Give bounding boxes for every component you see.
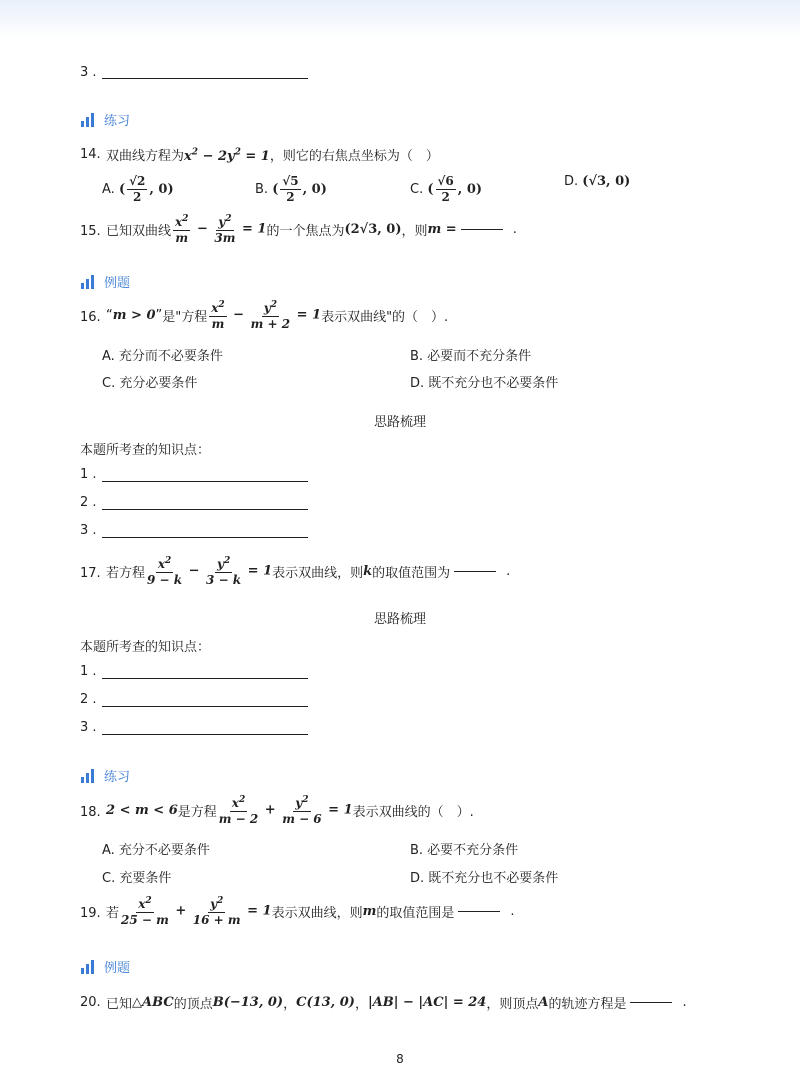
question-text: ” bbox=[155, 307, 163, 323]
question-text: . bbox=[506, 563, 511, 579]
answer-line-label: 2 . bbox=[80, 495, 97, 510]
formula: (√3, 0) bbox=[582, 174, 631, 189]
question-text: 表示双曲线，则 bbox=[272, 565, 364, 581]
formula: ( $\frac{√2}{2}$ , 0) bbox=[118, 174, 174, 204]
answer-blank[interactable] bbox=[458, 911, 500, 912]
section-header-practice bbox=[80, 110, 130, 129]
knowledge-label: 本题所考查的知识点： bbox=[80, 443, 211, 458]
question-14-text bbox=[106, 145, 439, 164]
bar-chart-icon bbox=[80, 275, 96, 289]
answer-line-label: 1 . bbox=[80, 664, 97, 679]
formula: C(13, 0) bbox=[296, 995, 355, 1010]
formula: $x^2 - 2y^2 = 1$ bbox=[184, 147, 270, 164]
formula: m bbox=[362, 903, 377, 919]
answer-line-label: 1 . bbox=[80, 467, 97, 482]
question-text: 的取值范围是 bbox=[376, 905, 455, 921]
question-16-text bbox=[106, 298, 448, 332]
answer-blank[interactable] bbox=[630, 1002, 672, 1003]
thinking-title: 思路梳理 bbox=[373, 415, 426, 430]
answer-blank[interactable] bbox=[102, 509, 308, 510]
section-title: 例题 bbox=[104, 276, 131, 291]
option-a[interactable]: A. 充分而不必要条件 bbox=[102, 349, 223, 364]
formula: A bbox=[538, 995, 549, 1010]
option-c[interactable] bbox=[410, 174, 482, 205]
option-b[interactable]: B. 必要不充分条件 bbox=[410, 843, 519, 858]
formula: B(−13, 0) bbox=[212, 995, 284, 1010]
option-a[interactable] bbox=[102, 174, 174, 205]
answer-line-label: 3 . bbox=[80, 720, 97, 735]
section-header-practice bbox=[80, 766, 130, 785]
formula: |AB| − |AC| = 24 bbox=[367, 995, 487, 1010]
question-number: 19. bbox=[80, 906, 101, 921]
option-b[interactable] bbox=[255, 174, 327, 205]
option-label: B. bbox=[255, 182, 269, 197]
question-text: 的轨迹方程是 bbox=[548, 997, 627, 1012]
question-text: 是方程 bbox=[177, 804, 217, 820]
option-d[interactable]: D. 既不充分也不必要条件 bbox=[410, 871, 559, 886]
answer-blank[interactable] bbox=[454, 571, 496, 572]
option-d[interactable] bbox=[564, 174, 630, 189]
answer-blank[interactable] bbox=[102, 78, 308, 79]
option-c[interactable]: C. 充要条件 bbox=[102, 871, 172, 886]
formula: ( $\frac{√6}{2}$ , 0) bbox=[427, 174, 483, 204]
question-20-text bbox=[106, 993, 687, 1012]
question-text: ， bbox=[354, 997, 368, 1012]
question-text: 的顶点 bbox=[173, 997, 213, 1012]
question-text: 已知双曲线 bbox=[106, 223, 172, 239]
formula: △ABC bbox=[132, 995, 174, 1010]
question-number: 14. bbox=[80, 147, 101, 162]
answer-line-label: 2 . bbox=[80, 692, 97, 707]
question-19-text bbox=[106, 894, 515, 928]
question-18-text bbox=[106, 793, 474, 827]
formula: $\frac{x^2}{25 - m}$ + $\frac{y^2}{16 + m}$ = 1 bbox=[121, 896, 272, 927]
formula: $\frac{x^2}{9 - k}$ − $\frac{y^2}{3 - k}$ = 1 bbox=[147, 556, 273, 587]
section-title: 练习 bbox=[104, 770, 131, 785]
option-a[interactable]: A. 充分不必要条件 bbox=[102, 843, 210, 858]
question-text: 已知 bbox=[106, 997, 133, 1012]
question-text: ， bbox=[283, 997, 297, 1012]
answer-blank[interactable] bbox=[461, 229, 503, 230]
question-text: . bbox=[512, 221, 517, 237]
question-text: ，则它的右焦点坐标为（ ） bbox=[269, 149, 439, 164]
question-text: ，则 bbox=[401, 223, 428, 239]
option-label: A. bbox=[102, 182, 115, 197]
question-number: 20. bbox=[80, 995, 101, 1010]
page-number: 8 bbox=[396, 1052, 404, 1066]
answer-line-label: 3 . bbox=[80, 65, 97, 80]
question-text: 表示双曲线，则 bbox=[271, 905, 363, 921]
formula: $\frac{x^2}{m}$ − $\frac{y^2}{m + 2}$ = 1 bbox=[211, 300, 322, 331]
section-title: 练习 bbox=[104, 114, 131, 129]
question-number: 15. bbox=[80, 224, 101, 239]
question-text: ，则顶点 bbox=[486, 997, 539, 1012]
question-text: 的取值范围为 bbox=[372, 565, 451, 581]
formula: k bbox=[363, 563, 373, 579]
option-label: D. bbox=[564, 174, 579, 189]
question-text: . bbox=[682, 995, 687, 1010]
bar-chart-icon bbox=[80, 769, 96, 783]
question-text: 若方程 bbox=[106, 565, 146, 581]
question-15-text bbox=[106, 212, 517, 246]
question-text: 双曲线方程为 bbox=[106, 149, 185, 164]
formula: m > 0 bbox=[112, 307, 156, 323]
question-text: 表示双曲线的（ ）. bbox=[352, 804, 474, 820]
section-header-example bbox=[80, 957, 130, 976]
answer-blank[interactable] bbox=[102, 537, 308, 538]
formula: (2√3, 0) bbox=[344, 221, 402, 237]
answer-blank[interactable] bbox=[102, 481, 308, 482]
bar-chart-icon bbox=[80, 113, 96, 127]
option-label: C. bbox=[410, 182, 424, 197]
question-text: 若 bbox=[106, 905, 120, 921]
knowledge-label: 本题所考查的知识点： bbox=[80, 640, 211, 655]
option-c[interactable]: C. 充分必要条件 bbox=[102, 376, 198, 391]
formula: m = bbox=[427, 221, 457, 237]
question-text: 的一个焦点为 bbox=[266, 223, 345, 239]
header-band bbox=[0, 0, 800, 40]
section-header-example bbox=[80, 272, 130, 291]
answer-blank[interactable] bbox=[102, 678, 308, 679]
thinking-title: 思路梳理 bbox=[373, 612, 426, 627]
answer-line-label: 3 . bbox=[80, 523, 97, 538]
question-text: . bbox=[510, 903, 515, 919]
question-number: 18. bbox=[80, 805, 101, 820]
question-number: 17. bbox=[80, 566, 101, 581]
answer-blank[interactable] bbox=[102, 706, 308, 707]
question-number: 16. bbox=[80, 310, 101, 325]
option-d[interactable]: D. 既不充分也不必要条件 bbox=[410, 376, 559, 391]
bar-chart-icon bbox=[80, 960, 96, 974]
option-b[interactable]: B. 必要而不充分条件 bbox=[410, 349, 532, 364]
answer-blank[interactable] bbox=[102, 734, 308, 735]
formula: 2 < m < 6 bbox=[106, 802, 178, 818]
formula: ( $\frac{√5}{2}$ , 0) bbox=[272, 174, 327, 204]
formula: $\frac{x^2}{m - 2}$ + $\frac{y^2}{m - 6}$ = 1 bbox=[218, 795, 353, 826]
question-text: 是"方程 bbox=[162, 309, 208, 325]
formula: $\frac{x^2}{m}$ − $\frac{y^2}{3m}$ = 1 bbox=[175, 214, 267, 245]
question-text: “ bbox=[106, 307, 113, 323]
section-title: 例题 bbox=[104, 961, 131, 976]
question-text: 表示双曲线"的（ ）. bbox=[321, 309, 449, 325]
question-17-text bbox=[106, 554, 510, 588]
